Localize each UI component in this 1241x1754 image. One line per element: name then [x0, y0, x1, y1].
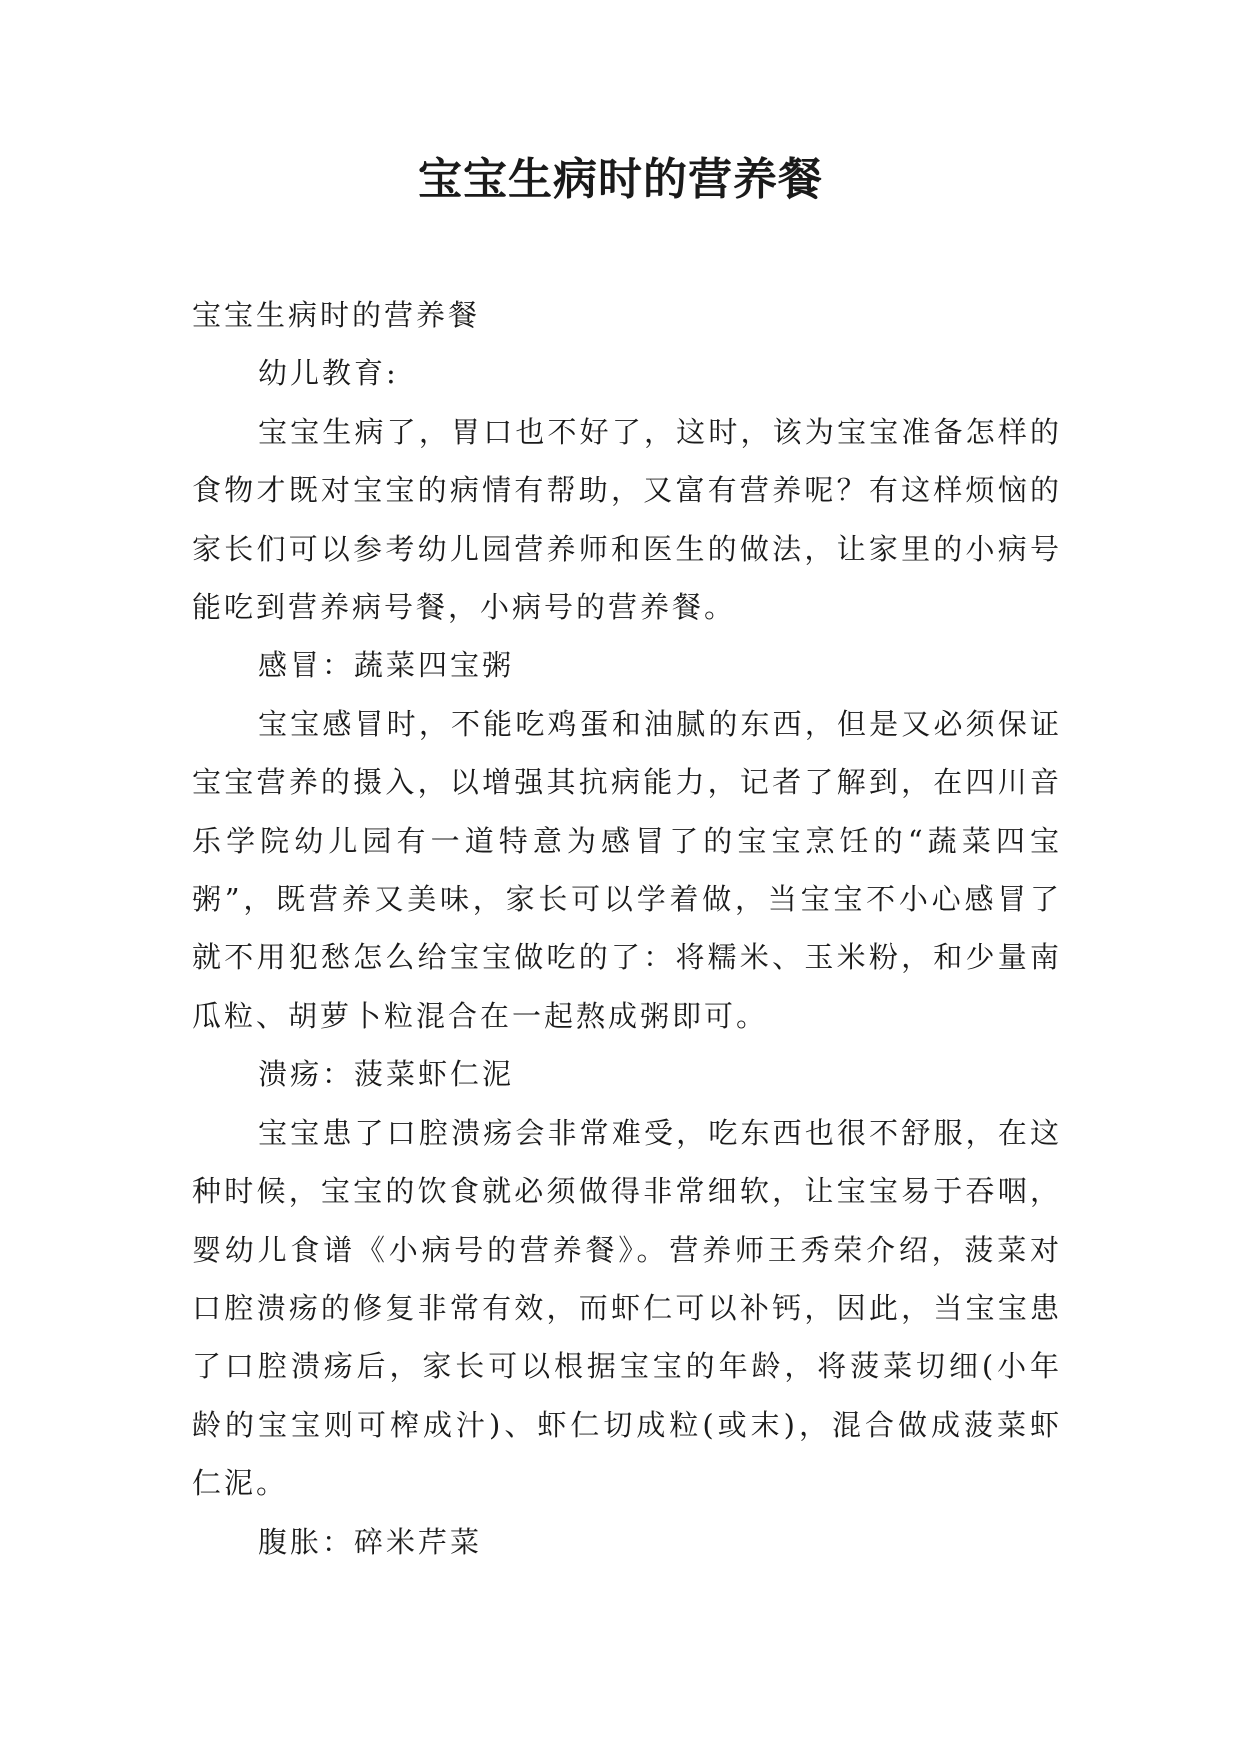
document-title: 宝宝生病时的营养餐	[418, 154, 823, 205]
paragraph-ulcer: 宝宝患了口腔溃疡会非常难受，吃东西也很不舒服，在这种时候，宝宝的饮食就必须做得非常细软，让宝宝易于吞咽，婴幼儿食谱《小病号的营养餐》。营养师王秀荣介绍，菠菜对口腔溃疡的修复非常有效，而虾仁可以补钙，因此，当宝宝患了口腔溃疡后，家长可以根据宝宝的年龄，将菠菜切细(小年龄的宝宝则可榨成汁)、虾仁切成粒(或末)，混合做成菠菜虾仁泥。	[192, 1115, 1062, 1501]
section-heading-bloating: 腹胀：碎米芹菜	[258, 1524, 483, 1559]
document-body	[192, 286, 1062, 1571]
section-heading-cold: 感冒：蔬菜四宝粥	[258, 648, 515, 683]
paragraph-intro: 宝宝生病了，胃口也不好了，这时，该为宝宝准备怎样的食物才既对宝宝的病情有帮助，又富有营养呢？有这样烦恼的家长们可以参考幼儿园营养师和医生的做法，让家里的小病号能吃到营养病号餐，小病号的营养餐。	[192, 414, 1062, 625]
section-heading-ulcer: 溃疡：菠菜虾仁泥	[258, 1057, 515, 1092]
paragraph-subtitle: 宝宝生病时的营养餐	[192, 298, 481, 332]
paragraph-category: 幼儿教育:	[258, 356, 399, 391]
paragraph-cold: 宝宝感冒时，不能吃鸡蛋和油腻的东西，但是又必须保证宝宝营养的摄入，以增强其抗病能力，记者了解到，在四川音乐学院幼儿园有一道特意为感冒了的宝宝烹饪的“蔬菜四宝粥”，既营养又美味，家长可以学着做，当宝宝不小心感冒了就不用犯愁怎么给宝宝做吃的了：将糯米、玉米粉，和少量南瓜粒、胡萝卜粒混合在一起熬成粥即可。	[192, 706, 1062, 1033]
